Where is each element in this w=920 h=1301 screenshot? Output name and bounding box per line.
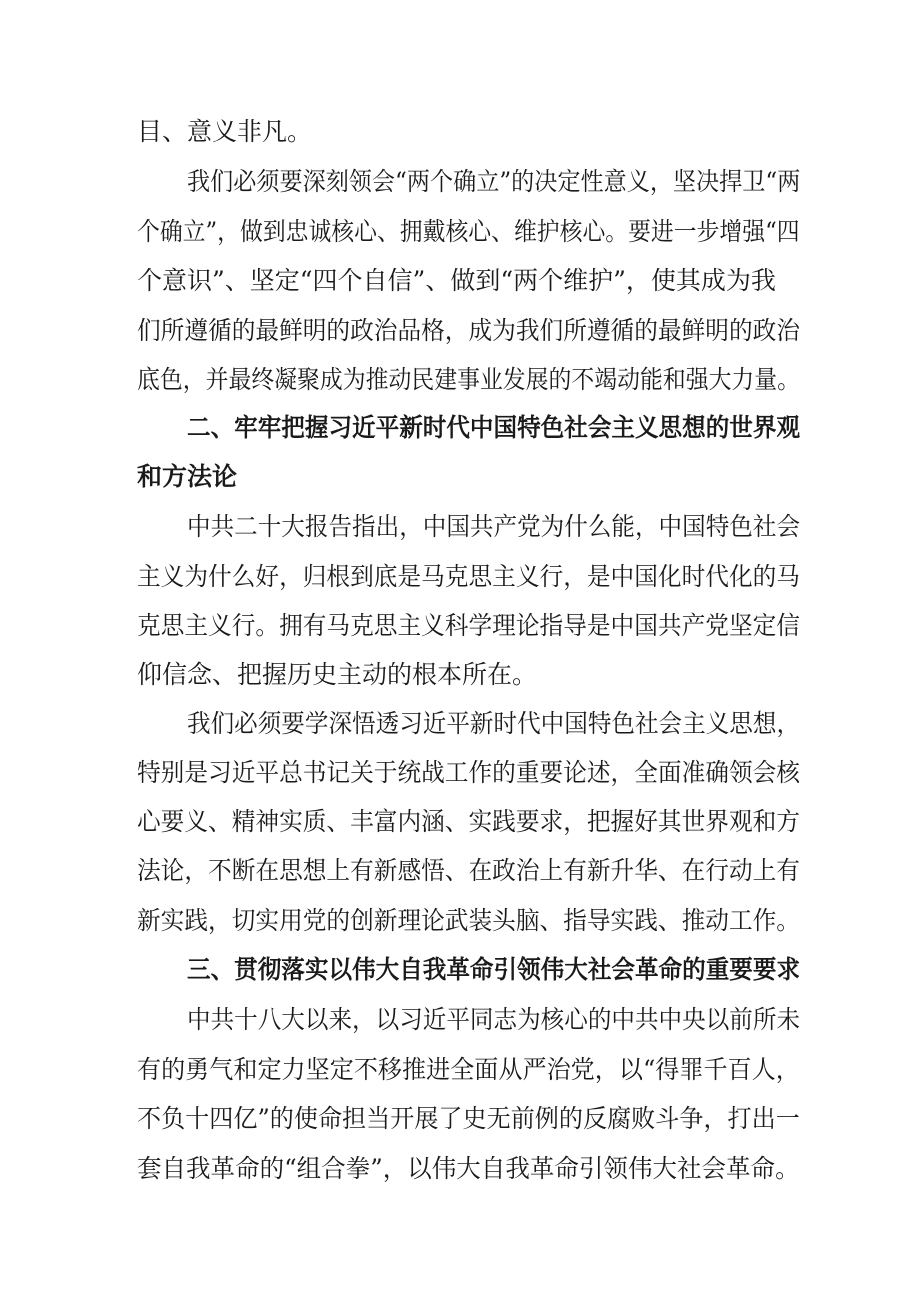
paragraph-line: 个意识”、坚定“四个自信”、做到“两个维护”，使其成为我 — [137, 266, 776, 295]
paragraph-line: 中共二十大报告指出，中国共产党为什么能，中国特色社会 — [187, 512, 801, 541]
paragraph-line: 我们必须要学深悟透习近平新时代中国特色社会主义思想， — [187, 709, 801, 738]
section-heading: 和方法论 — [137, 462, 238, 491]
paragraph-line: 中共十八大以来，以习近平同志为核心的中共中央以前所未 — [187, 1005, 801, 1034]
paragraph-line: 克思主义行。拥有马克思主义科学理论指导是中国共产党坚定信 — [137, 611, 800, 640]
section-heading: 二、牢牢把握习近平新时代中国特色社会主义思想的世界观 — [187, 413, 801, 442]
paragraph-line: 主义为什么好，归根到底是马克思主义行，是中国化时代化的马 — [137, 562, 800, 591]
paragraph-line: 我们必须要深刻领会“两个确立”的决定性意义，坚决捍卫“两 — [187, 167, 801, 196]
paragraph-line: 个确立”，做到忠诚核心、拥戴核心、维护核心。要进一步增强“四 — [137, 217, 800, 246]
section-heading: 三、贯彻落实以伟大自我革命引领伟大社会革命的重要要求 — [187, 955, 801, 984]
paragraph-line: 不负十四亿”的使命担当开展了史无前例的反腐败斗争，打出一 — [137, 1104, 800, 1133]
paragraph-line: 们所遵循的最鲜明的政治品格，成为我们所遵循的最鲜明的政治 — [137, 316, 800, 345]
paragraph-line: 目、意义非凡。 — [137, 117, 313, 146]
paragraph-line: 底色，并最终凝聚成为推动民建事业发展的不竭动能和强大力量。 — [137, 365, 801, 394]
paragraph-line: 特别是习近平总书记关于统战工作的重要论述，全面准确领会核 — [137, 758, 800, 787]
paragraph-line: 新实践，切实用党的创新理论武装头脑、指导实践、推动工作。 — [137, 906, 800, 935]
paragraph-line: 仰信念、把握历史主动的根本所在。 — [137, 660, 538, 689]
paragraph-line: 法论，不断在思想上有新感悟、在政治上有新升华、在行动上有 — [137, 856, 800, 885]
paragraph-line: 心要义、精神实质、丰富内涵、实践要求，把握好其世界观和方 — [137, 807, 800, 836]
paragraph-line: 套自我革命的“组合拳”，以伟大自我革命引领伟大社会革命。 — [137, 1154, 800, 1183]
paragraph-line: 有的勇气和定力坚定不移推进全面从严治党，以“得罪千百人， — [137, 1055, 800, 1084]
